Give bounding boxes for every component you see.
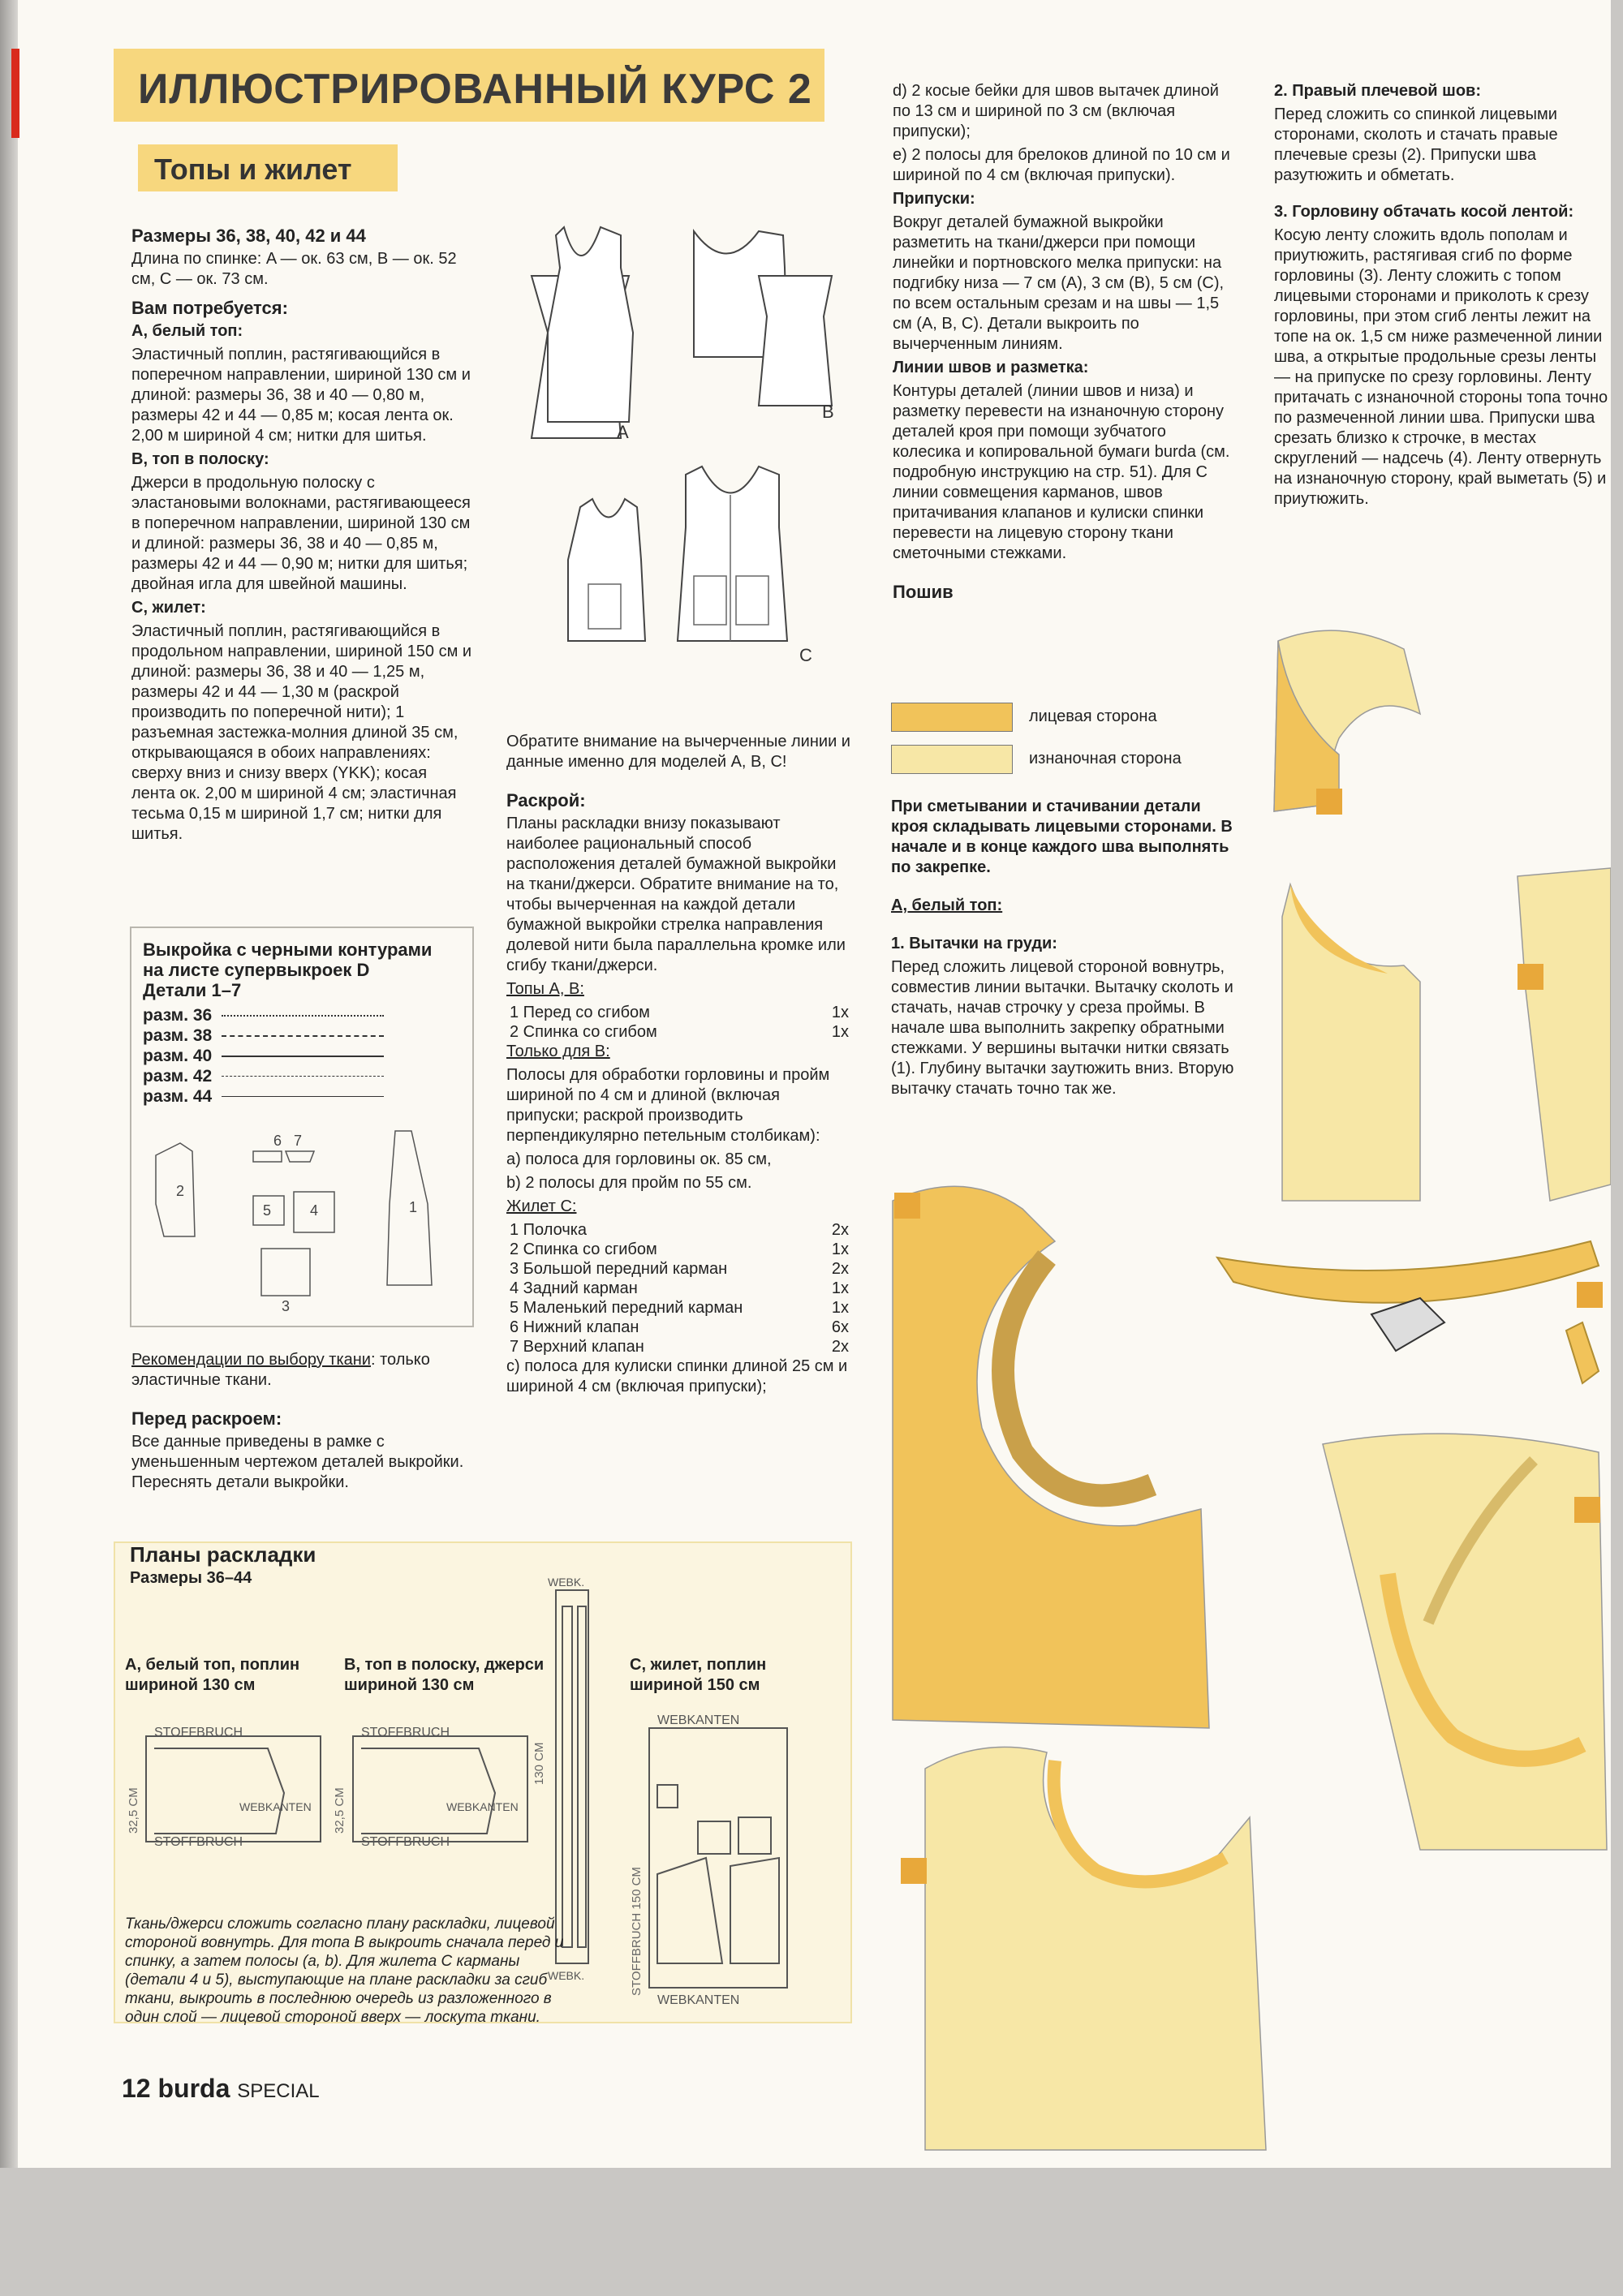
- legend-back-label: изнаночная сторона: [1029, 750, 1182, 767]
- part-row: 1 Полочка 2x: [510, 1221, 849, 1239]
- step3-heading: 3. Горловину обтачать косой лентой:: [1274, 203, 1574, 221]
- size-40-row: разм. 40: [143, 1046, 472, 1066]
- legend-face-label: лицевая сторона: [1029, 707, 1157, 725]
- step-number-4b: [901, 1858, 927, 1884]
- webkanten-a: WEBKANTEN: [239, 1800, 312, 1813]
- part-row: 6 Нижний клапан 6x: [510, 1318, 849, 1336]
- stoffbruch-a-bottom: STOFFBRUCH: [154, 1835, 243, 1849]
- step2-heading: 2. Правый плечевой шов:: [1274, 82, 1481, 100]
- size-44-row: разм. 44: [143, 1086, 472, 1107]
- garment-sketches: [499, 219, 856, 690]
- step-number-2: [1518, 964, 1543, 990]
- tops-ab-parts: [506, 1003, 852, 1042]
- part-row: 1 Перед со сгибом 1x: [510, 1004, 849, 1021]
- dim-325-b: 32,5 CM: [333, 1787, 347, 1834]
- column-cutting: [506, 732, 852, 1400]
- size-38-row: разм. 38: [143, 1025, 472, 1046]
- before-heading: Перед раскроем:: [131, 1408, 282, 1429]
- need-heading: Вам потребуется:: [131, 298, 288, 318]
- dim-325-a: 32,5 CM: [127, 1787, 140, 1834]
- sew-instructions: При сметывании и стачивании детали кроя складывать лицевыми сторонами. В начале и в конце каждого шва выполнять по закрепке.: [891, 798, 1233, 876]
- page-spine: [0, 0, 18, 2168]
- part-row: 4 Задний карман 1x: [510, 1279, 849, 1297]
- layout-b-title: B, топ в полоску, джерси шириной 130 см: [344, 1656, 545, 1694]
- c-text: Эластичный поплин, растягивающийся в продольном направлении, шириной 150 см и длиной: размеры 36, 38 и 40 — 1,25 м, размеры 42 и 44 — 1,30 м (раскрой производить по поперечной нити); 1 разъемная застежка-молния длиной 35 см, открывающаяся в обоих направлениях: сверху вниз и снизу вверх (YKK); косая лента ок. 2,00 м шириной 4 см; эластичная тесьма 0,15 м шириной 1,7 см; нитки для шитья.: [131, 622, 472, 843]
- vest-parts: [506, 1220, 852, 1357]
- pattern-pieces-sketch: [131, 1107, 472, 1318]
- column-materials: [131, 226, 472, 848]
- brand-logo: burda: [157, 2074, 230, 2103]
- step-number-5: [1574, 1497, 1600, 1523]
- size-42-row: разм. 42: [143, 1066, 472, 1086]
- stoffbruch-a-top: STOFFBRUCH: [154, 1726, 243, 1739]
- sketch-label-c: C: [799, 645, 812, 665]
- box-title-line3: Детали 1–7: [143, 980, 242, 1000]
- dim-150: STOFFBRUCH 150 CM: [630, 1867, 644, 1996]
- step1-text: Перед сложить лицевой стороной вовнутрь, совместив линии вытачки. Вытачку сколоть и стачать, начав строчку у среза проймы. В начале шва выполнить закрепку обратными стежками. У вершины вытачки нитки связать (1). Глубину вытачки заутюжить вниз. Вторую вытачку стачать точно так же.: [891, 958, 1234, 1098]
- svg-text:2: 2: [176, 1183, 185, 1199]
- step-illustrations: [885, 617, 1611, 2166]
- c-heading: C, жилет:: [131, 599, 206, 617]
- vest-c-heading: Жилет C:: [506, 1197, 577, 1215]
- before-text: Все данные приведены в рамке с уменьшенным чертежом деталей выкройки. Переснять детали выкройки.: [131, 1433, 464, 1491]
- box-title-line2: на листе супервыкроек D: [143, 960, 370, 980]
- stoffbruch-b-top: STOFFBRUCH: [361, 1726, 450, 1739]
- cut-text: Планы раскладки внизу показывают наиболее рациональный способ расположения деталей бумажной выкройки на ткани/джерси. Обратите внимание на то, чтобы вычерченная на каждой детали бумажной выкройки стрелка направления долевой нити была параллельна кромке или сгибу ткани/джерси.: [506, 815, 846, 974]
- a-heading: A, белый топ:: [131, 322, 243, 340]
- part-row: 3 Большой передний карман 2x: [510, 1260, 849, 1278]
- svg-text:5: 5: [263, 1202, 272, 1219]
- sketch-label-b: B: [822, 402, 834, 422]
- page-subtitle: Топы и жилет: [154, 153, 352, 186]
- svg-text:1: 1: [409, 1199, 418, 1215]
- part-row: 5 Маленький передний карман 1x: [510, 1299, 849, 1317]
- pattern-box: [130, 927, 474, 1327]
- sketch-label-a: A: [617, 422, 629, 442]
- lines-text: Контуры деталей (линии швов и низа) и разметку перевести на изнаночную сторону деталей кроя при помощи зубчатого колесика и копировальной бумаги burda (см. подробную инструкцию на стр. 51). Для C линии совмещения карманов, швов притачивания клапанов и кулиски спинки перевести на лицевую сторону ткани сметочными стежками.: [893, 382, 1230, 562]
- e-text: e) 2 полосы для брелоков длиной по 10 см и шириной по 4 см (включая припуски).: [893, 146, 1230, 184]
- svg-text:7: 7: [294, 1133, 303, 1149]
- dim-130: 130 CM: [532, 1742, 546, 1785]
- column-steps: [1274, 81, 1615, 513]
- page-footer: [122, 2074, 320, 2104]
- allow-heading: Припуски:: [893, 190, 975, 208]
- a-top-heading: A, белый топ:: [891, 896, 1003, 914]
- layout-a-title: A, белый топ, поплин шириной 130 см: [125, 1656, 300, 1694]
- sew-heading: Пошив: [893, 582, 954, 602]
- svg-text:4: 4: [310, 1202, 319, 1219]
- stoffbruch-b-bottom: STOFFBRUCH: [361, 1835, 450, 1849]
- tops-ab-heading: Топы A, B:: [506, 980, 584, 998]
- b-text: Джерси в продольную полоску с эластановыми волокнами, растягивающееся в поперечном направлении, шириной 130 см и длиной: размеры 36, 38 и 40 — 0,85 м, размеры 42 и 44 — 0,90 м; нитки для шитья; двойная игла для швейной машины.: [131, 474, 471, 593]
- a-text: Эластичный поплин, растягивающийся в поперечном направлении, шириной 130 см и длиной: размеры 36, 38 и 40 — 0,80 м, размеры 42 и 44 — 0,85 м; косая лента ок. 2,00 м шириной 4 см; нитки для шитья.: [131, 346, 471, 445]
- layout-caption: Ткань/джерси сложить согласно плану раскладки, лицевой стороной вовнутрь. Для топа B выкроить сначала перед и спинку, а затем полосы (a, b). Для жилета C карманы (детали 4 и 5), выступающие на плане раскладки за сгиб ткани, выкроить в последнюю очередь из разложенного в один слой — лицевой стороной вверх — лоскута ткани.: [125, 1915, 564, 2026]
- only-b-heading: Только для B:: [506, 1043, 610, 1060]
- svg-text:6: 6: [273, 1133, 282, 1149]
- fabric-rec-link[interactable]: Рекомендации по выбору ткани: [131, 1351, 371, 1369]
- size-36-row: разм. 36: [143, 1005, 472, 1025]
- step-number-3: [1577, 1282, 1603, 1308]
- part-row: 2 Спинка со сгибом 1x: [510, 1023, 849, 1041]
- layout-title: Планы раскладки: [130, 1542, 316, 1567]
- step-number-4a: [894, 1193, 920, 1219]
- sizes-heading: Размеры 36, 38, 40, 42 и 44: [131, 226, 366, 246]
- svg-text:3: 3: [282, 1298, 291, 1314]
- iron-icon: [1371, 1298, 1444, 1351]
- webk-bottom: WEBK.: [548, 1969, 585, 1982]
- lines-heading: Линии швов и разметка:: [893, 359, 1089, 376]
- webk-top: WEBK.: [548, 1576, 585, 1589]
- page-title: ИЛЛЮСТРИРОВАННЫЙ КУРС 2: [138, 66, 812, 113]
- only-b-b: b) 2 полосы для пройм по 55 см.: [506, 1174, 752, 1192]
- column-allowances: [893, 81, 1233, 605]
- brand-special: SPECIAL: [237, 2080, 320, 2102]
- webkanten-c-top: WEBKANTEN: [657, 1713, 740, 1727]
- only-b-text: Полосы для обработки горловины и пройм шириной по 4 см и длиной (включая припуски; раскрой производить перпендикулярно петельным столбикам):: [506, 1066, 830, 1145]
- webkanten-c-bottom: WEBKANTEN: [657, 1993, 740, 2007]
- layout-sizes: Размеры 36–44: [130, 1569, 252, 1587]
- cut-heading: Раскрой:: [506, 790, 586, 810]
- size-line-legend: [143, 1005, 472, 1107]
- sizes-text: Длина по спинке: A — ок. 63 см, B — ок. 52 см, C — ок. 73 см.: [131, 250, 457, 288]
- column-materials-lower: [131, 1350, 472, 1496]
- allow-text: Вокруг деталей бумажной выкройки разметить на ткани/джерси при помощи линейки и портновского мелка припуски: на подгибку низа — 7 см (A), 3 см (B), 5 см (C), по всем остальным срезам и на швы — 1,5 см (A, B, C). Детали выкроить по вычерченным линиям.: [893, 213, 1225, 353]
- step2-text: Перед сложить со спинкой лицевыми сторонами, сколоть и стачать правые плечевые срезы (2). Припуски шва разутюжить и обметать.: [1274, 105, 1558, 184]
- part-row: 7 Верхний клапан 2x: [510, 1338, 849, 1356]
- box-title-line1: Выкройка с черными контурами: [143, 939, 433, 960]
- step3-text: Косую ленту сложить вдоль пополам и приутюжить, растягивая сгиб по форме горловины (3). Ленту сложить с топом лицевыми сторонами и приколоть к срезу горловины, при этом сгиб ленты лежит на топе на ок. 1,5 см ниже размеченной линии шва, а открытые продольные срезы ленты — на припуске по срезу горловины. Ленту притачать с изнаночной стороны топа точно по размеченной линии шва. Припуски шва срезать близко к строчке, в местах скруглений — надсечь (4). Ленту отвернуть на изнаночную сторону, край выметать (5) и приутюжить.: [1274, 226, 1608, 508]
- b-heading: B, топ в полоску:: [131, 450, 269, 468]
- model-note: Обратите внимание на вычерченные линии и данные именно для моделей A, B, C!: [506, 733, 850, 771]
- vest-c-text: c) полоса для кулиски спинки длиной 25 см и шириной 4 см (включая припуски);: [506, 1357, 848, 1395]
- d-text: d) 2 косые бейки для швов вытачек длиной по 13 см и шириной по 3 см (включая припуски);: [893, 82, 1219, 140]
- layout-c-title: C, жилет, поплин шириной 150 см: [630, 1656, 767, 1694]
- page-number: 12: [122, 2074, 151, 2103]
- red-accent-bar: [11, 49, 19, 138]
- step1-heading: 1. Вытачки на груди:: [891, 935, 1057, 952]
- fabric-rec: Рекомендации по выбору ткани: только эластичные ткани.: [131, 1351, 430, 1389]
- pattern-box-title: [143, 939, 472, 1000]
- only-b-a: a) полоса для горловины ок. 85 см,: [506, 1150, 772, 1168]
- step-number-1: [1316, 789, 1342, 815]
- part-row: 2 Спинка со сгибом 1x: [510, 1240, 849, 1258]
- webkanten-b: WEBKANTEN: [446, 1800, 519, 1813]
